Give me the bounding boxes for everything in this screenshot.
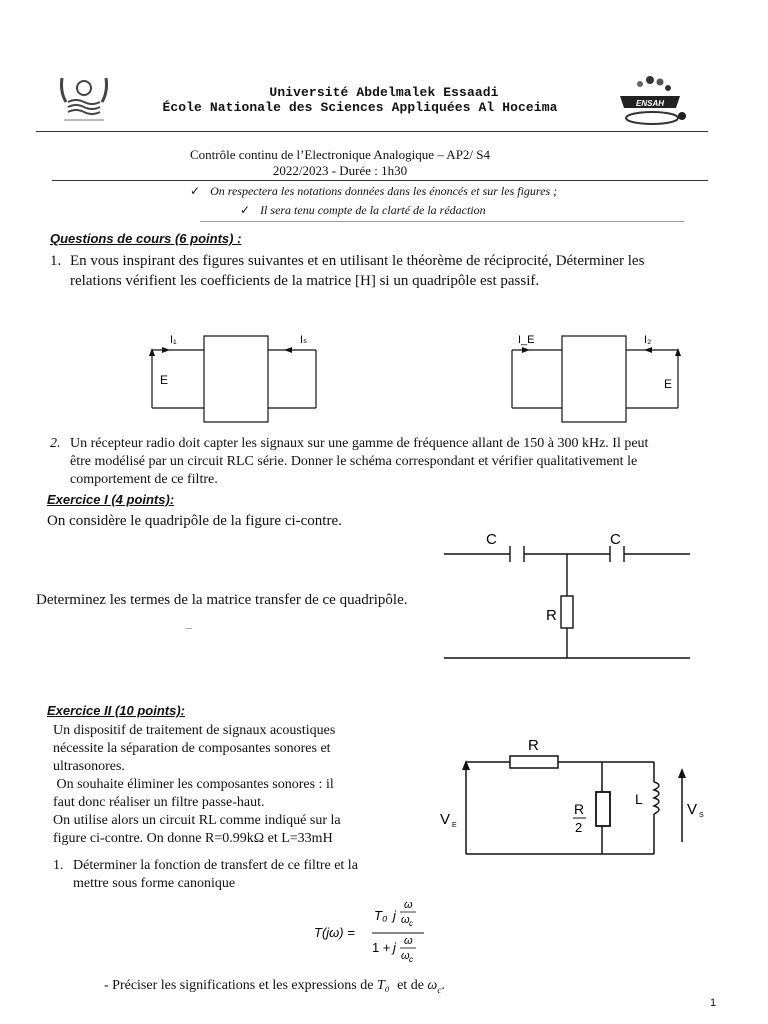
formula-den-omega-c: ω [401,950,410,962]
exam-year-duration: 2022/2023 - Durée : 1h30 [272,163,408,178]
figure-quadripole-left [140,328,330,428]
ex2-q1: 1. Déterminer la fonction de transfert de ce filtre et la mettre sous forme canonique [53,858,358,891]
formula-den-c-sub: c [409,955,413,964]
cap-right-label: C [610,531,621,548]
formula-num-j: j [393,908,396,923]
ve-subscript: E [452,822,457,829]
fig1-source-label: E [160,373,169,387]
header-rule [36,131,708,132]
cours-heading: Questions de cours (6 points) : [50,231,242,246]
formula-num-t0: T₀ [374,908,388,923]
instruction-2: ✓ Il sera tenu compte de la clarté de la rédaction [240,203,486,217]
formula-num-c-sub: c [409,919,413,928]
r-top-label: R [528,737,539,754]
exam-title: Contrôle continu de l’Electronique Analogique – AP2/ S4 [189,147,491,162]
dash-mark [186,628,192,629]
ex2-statement: Un dispositif de traitement de signaux acoustiques nécessite la séparation de composantes sonores et ultrasonores. On souhaite éliminer les composantes sonores : il faut donc réaliser un filtre passe-haut. On utilise alors un circuit RL comme indiqué sur la figure ci-contre. On donne R=0.99kΩ et L=33mH [53,723,341,846]
fig2-current-right: I₂ [644,334,652,346]
ex1-heading: Exercice I (4 points): [47,492,175,507]
r-half-numerator: R [574,801,585,817]
fig2-current-left: I_E [518,334,535,346]
formula-num-omega: ω [404,899,413,911]
check-icon: ✓ [190,184,201,198]
instruction-1: ✓ On respectera les notations données dans les énoncés et sur les figures ; [190,184,558,198]
figure-quadripole-right [500,328,700,428]
formula-den-j: j [393,940,396,955]
ensah-logo-text: ENSAH [636,99,665,108]
university-name: Université Abdelmalek Essaadi [269,85,499,100]
res-label: R [546,607,557,624]
figure-t-network [440,528,700,668]
ensah-logo [614,74,690,130]
vs-subscript: S [699,812,704,819]
formula-num-omega-c: ω [401,914,410,926]
ex2-precise: - Préciser les significations et les expressions de T₀ et de $\omega_c$. [104,978,445,995]
page-number: 1 [710,997,717,1009]
figure-rl-filter [436,730,716,860]
fig1-current-left: I₁ [170,334,177,346]
fig1-current-right: Iₛ [300,334,308,346]
check-icon: ✓ [240,203,251,217]
exam-rule [52,180,708,181]
formula-den-one: 1 + [372,940,391,955]
formula-lhs: T(jω) = [314,925,355,940]
ex2-heading: Exercice II (10 points): [47,703,185,718]
vs-label: V [687,801,698,818]
inductor-label: L [635,791,643,807]
instruction-rule [200,221,684,222]
school-name: École Nationale des Sciences Appliquées Al Hoceima [162,100,558,115]
cours-q2: 2. Un récepteur radio doit capter les signaux sur une gamme de fréquence allant de 150 à 300 kHz. Il peut être modélisé par un circuit RLC série. Donner le schéma correspondant et vérifier qualitativement le comportement de ce filtre. [50,436,649,487]
ex1-line2: Determinez les termes de la matrice transfer de ce quadripôle. [36,592,408,608]
fig2-source-label: E [664,377,673,391]
ex1-line1: On considère le quadripôle de la figure ci-contre. [47,513,342,529]
cours-q1: 1. En vous inspirant des figures suivantes et en utilisant le théorème de réciprocité, Déterminer les relations vérifient les coefficients de la matrice [H] si un quadripôle est passif. [50,253,645,289]
formula-den-omega: ω [404,935,413,947]
ve-label: V [440,811,451,828]
cap-left-label: C [486,531,497,548]
r-half-denominator: 2 [575,820,583,835]
transfer-function-formula [300,890,460,970]
